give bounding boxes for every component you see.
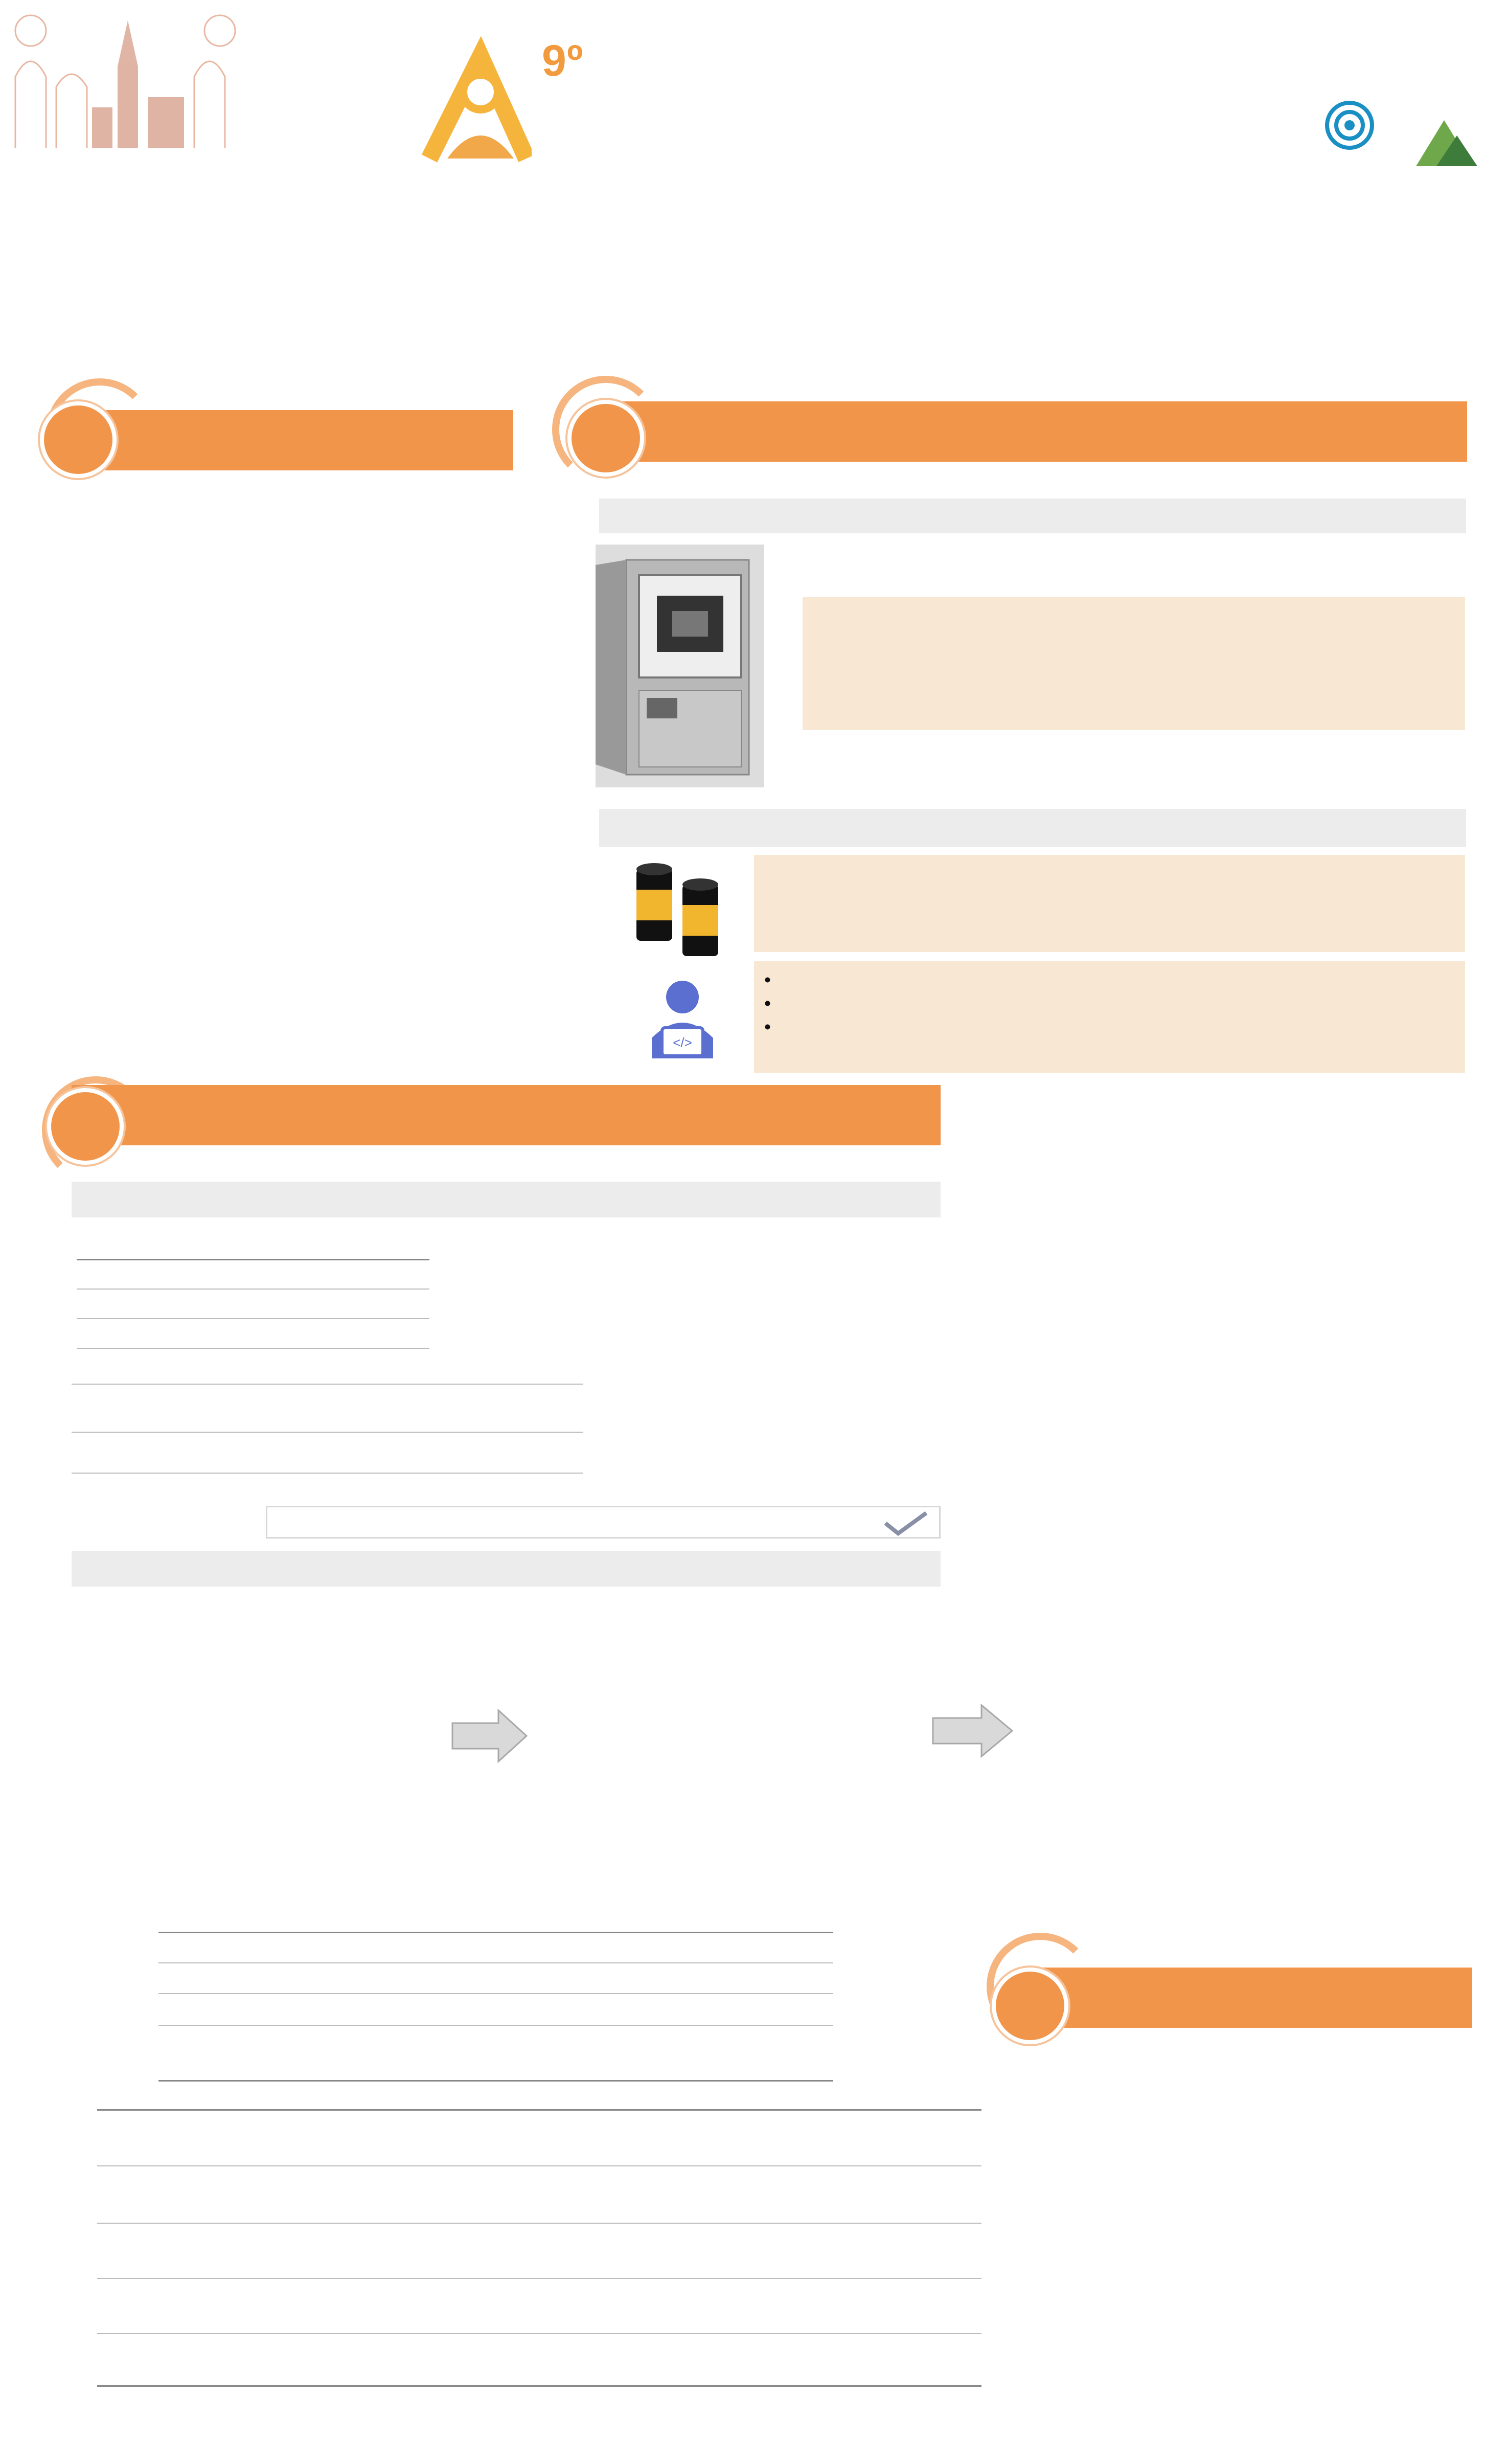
conc-row-eperm — [77, 1288, 429, 1318]
arrow-right-icon — [450, 1708, 532, 1764]
toledo-skyline-illustration — [0, 0, 256, 153]
sefm-logo-icon — [1319, 100, 1380, 161]
fase1-conditions-box — [803, 597, 1465, 730]
congress-line1: 9º — [542, 36, 584, 85]
conclusions-number — [992, 1968, 1068, 2044]
list-item: • — [764, 969, 792, 990]
results-header — [72, 1085, 941, 1145]
volume-mean — [158, 1932, 833, 1961]
volume-analysis — [158, 1906, 833, 2027]
conclusions-text — [1019, 2062, 1462, 2086]
conc-row-sstdn — [77, 1318, 429, 1348]
fase2-bar — [599, 809, 1466, 847]
fase2-conditions-box — [754, 855, 1465, 952]
table-row — [97, 2279, 981, 2333]
fase1-bar — [599, 499, 1466, 533]
intro-header — [77, 410, 513, 470]
concentration-table — [77, 1233, 429, 1348]
conclusions-header — [1022, 1968, 1472, 2028]
verification-result-box — [266, 1506, 941, 1539]
boxplot-chart — [1022, 1590, 1411, 1907]
table-row — [97, 2224, 981, 2278]
developer-analysis-icon — [639, 977, 726, 1064]
list-item: • — [764, 993, 792, 1014]
volume-cv — [158, 1991, 833, 2021]
intro-text — [64, 509, 499, 533]
checkmark-icon — [883, 1510, 929, 1536]
homogeneity-bar — [72, 1551, 941, 1587]
volume-title — [158, 1906, 833, 1932]
list-item: • — [764, 1016, 792, 1037]
intro-number — [40, 401, 117, 478]
arrow-right-icon — [930, 1703, 1017, 1759]
results-number — [47, 1088, 124, 1165]
metodo-number — [567, 400, 644, 477]
cr39-detector-photo — [626, 859, 739, 961]
metodo-header — [598, 401, 1467, 462]
comparison-chart — [606, 1222, 943, 1508]
fase2-statistics-box — [754, 961, 1465, 1073]
conc-row-alphaguard — [77, 1259, 429, 1288]
svg-text:</>: </> — [673, 1035, 692, 1050]
height-analysis — [97, 2084, 981, 2370]
concentration-3d-chart — [521, 1590, 920, 1897]
conc-header — [77, 1233, 429, 1259]
verification-bar — [72, 1182, 941, 1217]
radon-chamber-photo — [596, 545, 764, 787]
sepr-logo-icon — [1396, 110, 1488, 171]
f2-stat-list — [764, 968, 1455, 1039]
table-row — [97, 2168, 981, 2222]
volume-deviation — [158, 1961, 833, 1991]
deviation-alphaguard-chart — [948, 1196, 1439, 1355]
deviation-eperm-chart — [948, 1368, 1439, 1526]
detector-distribution-3d-chart — [66, 1585, 455, 1892]
congress-logo-icon — [419, 36, 532, 169]
